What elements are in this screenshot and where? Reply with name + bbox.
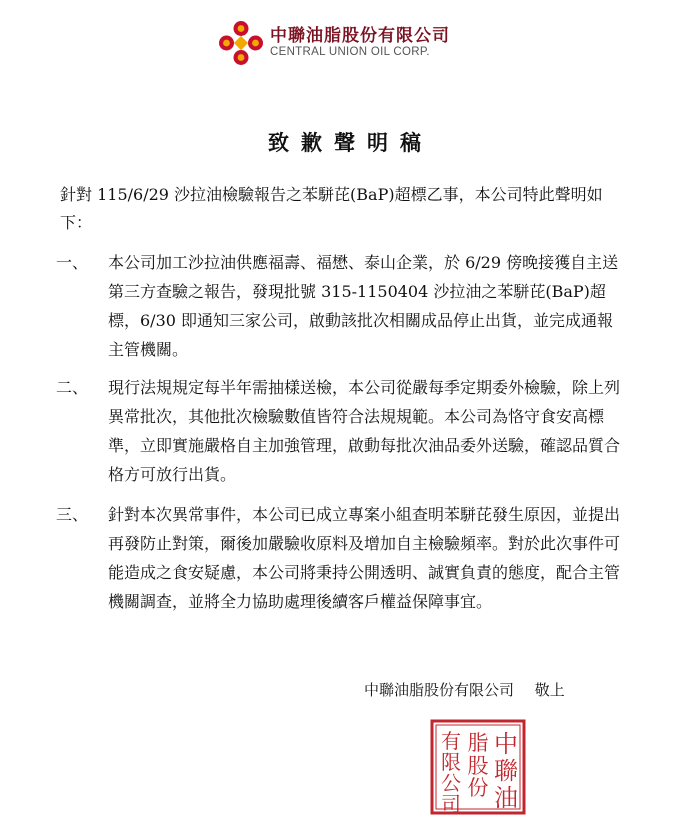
svg-text:公: 公 bbox=[441, 771, 461, 795]
signature-company: 中聯油脂股份有限公司 bbox=[364, 681, 515, 699]
company-logo-icon bbox=[218, 20, 264, 66]
svg-text:有: 有 bbox=[441, 729, 461, 753]
item-text: 針對本次異常事件，本公司已成立專案小組查明苯駢芘發生原因，並提出再發防止對策，爾後加嚴驗收原料及增加自主檢驗頻率。對於此次事件可能造成之食安疑慮，本公司將秉持公開透明、誠實負責的態度，配合主管機關調查，並將全力協助處理後續客戶權益保障事宜。 bbox=[108, 505, 621, 611]
document-title: 致歉聲明稿 bbox=[268, 130, 433, 155]
svg-text:油: 油 bbox=[494, 784, 518, 812]
svg-text:司: 司 bbox=[441, 792, 461, 815]
item-text: 現行法規規定每半年需抽樣送檢，本公司從嚴每季定期委外檢驗，除上列異常批次，其他批次檢驗數值皆符合法規規範。本公司為恪守食安高標準，立即實施嚴格自主加強管理，啟動每批次油品委外送驗，確認品質合格方可放行出貨。 bbox=[108, 378, 621, 484]
letterhead bbox=[218, 16, 478, 68]
signature-line bbox=[364, 679, 565, 700]
svg-text:份: 份 bbox=[467, 776, 489, 800]
item-text: 本公司加工沙拉油供應福壽、福懋、泰山企業，於 6/29 傍晚接獲自主送第三方查驗之報告，發現批號 315-1150404 沙拉油之苯駢芘(BaP)超標，6/30 即通知三家公司，啟動該批次相關成品停止出貨，並完成通報主管機關。 bbox=[108, 253, 619, 359]
item-number: 一、 bbox=[56, 253, 89, 272]
signature-closing: 敬上 bbox=[534, 681, 565, 699]
item-number: 二、 bbox=[56, 378, 89, 397]
svg-text:限: 限 bbox=[441, 750, 461, 774]
company-seal bbox=[430, 719, 526, 815]
company-name-zh: 中聯油脂股份有限公司 bbox=[270, 26, 450, 46]
svg-text:股: 股 bbox=[467, 754, 489, 778]
intro-paragraph: 針對 115/6/29 沙拉油檢驗報告之苯駢芘(BaP)超標乙事，本公司特此聲明如下： bbox=[60, 185, 603, 232]
svg-text:脂: 脂 bbox=[467, 731, 489, 755]
svg-text:聯: 聯 bbox=[494, 757, 518, 785]
company-name-en: CENTRAL UNION OIL CORP. bbox=[270, 46, 430, 58]
item-number: 三、 bbox=[56, 505, 89, 524]
svg-text:中: 中 bbox=[494, 730, 518, 758]
